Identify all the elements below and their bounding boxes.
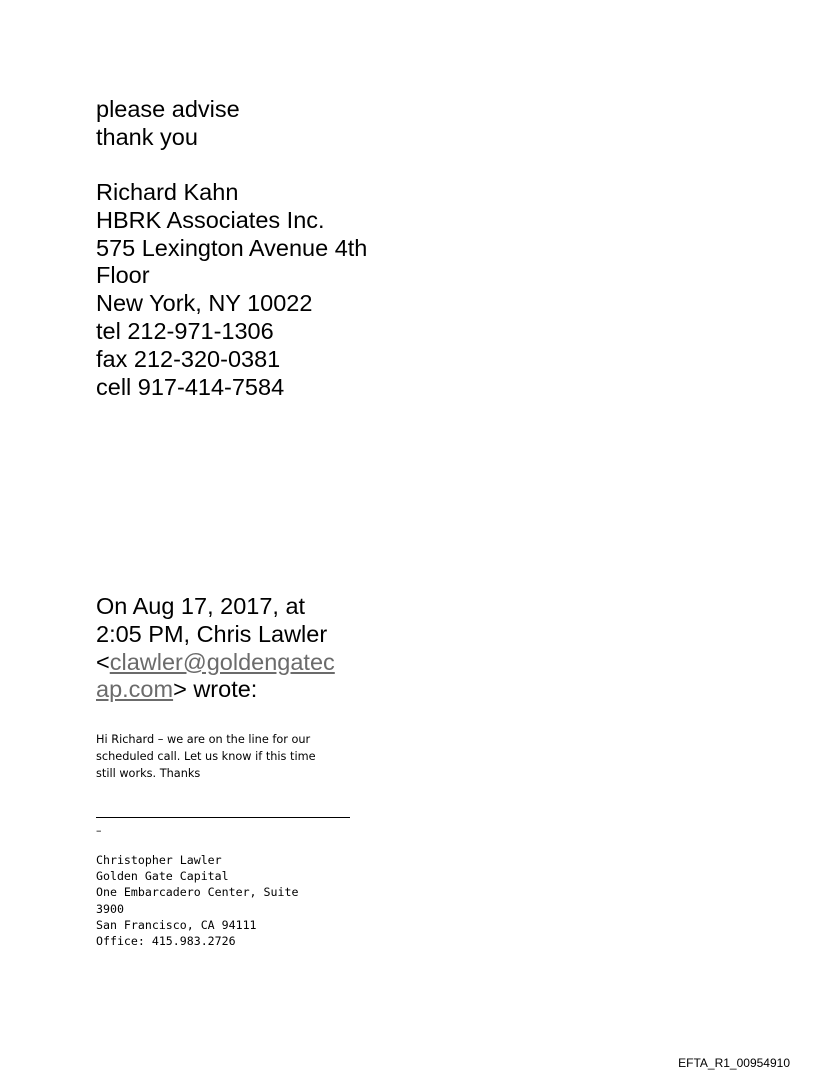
quoted-signature-office: Office: 415.983.2726 bbox=[96, 934, 236, 949]
quote-header bbox=[96, 593, 335, 704]
signature-address-line1: 575 Lexington Avenue 4th bbox=[96, 234, 368, 261]
intro-line-advise: please advise bbox=[96, 96, 240, 122]
signature-cell: cell 917-414-7584 bbox=[96, 373, 285, 400]
signature-company: HBRK Associates Inc. bbox=[96, 206, 325, 233]
sender-signature bbox=[96, 179, 367, 401]
quote-header-date: On Aug 17, 2017, at bbox=[96, 593, 306, 619]
document-id: EFTA_R1_00954910 bbox=[678, 1056, 790, 1070]
signature-name: Richard Kahn bbox=[96, 179, 239, 205]
quoted-signature-name: Christopher Lawler bbox=[96, 853, 222, 867]
signature-tel: tel 212-971-1306 bbox=[96, 317, 274, 344]
quoted-body-line1: Hi Richard – we are on the line for our bbox=[96, 733, 311, 746]
separator-dash: – bbox=[96, 824, 102, 837]
quoted-signature bbox=[96, 852, 298, 949]
quoted-signature-city-state-zip: San Francisco, CA 94111 bbox=[96, 917, 257, 932]
quoted-message-body bbox=[96, 731, 316, 782]
email-open-bracket: < bbox=[96, 648, 110, 675]
quoted-signature-address-line2: 3900 bbox=[96, 901, 124, 916]
quoted-signature-address-line1: One Embarcadero Center, Suite bbox=[96, 885, 299, 900]
intro-text bbox=[96, 96, 240, 152]
quoted-body-line3: still works. Thanks bbox=[96, 767, 201, 780]
quoted-signature-company: Golden Gate Capital bbox=[96, 869, 229, 884]
email-link-part1[interactable]: clawler@goldengatec bbox=[109, 648, 335, 675]
signature-fax: fax 212-320-0381 bbox=[96, 345, 281, 372]
signature-city-state-zip: New York, NY 10022 bbox=[96, 290, 313, 317]
quoted-body-line2: scheduled call. Let us know if this time bbox=[96, 750, 316, 763]
email-close-wrote: > wrote: bbox=[173, 676, 258, 703]
signature-divider bbox=[96, 817, 350, 818]
quote-header-email-line2 bbox=[96, 676, 335, 704]
quote-header-time-author: 2:05 PM, Chris Lawler bbox=[96, 620, 328, 647]
email-link-part2[interactable]: ap.com bbox=[96, 676, 174, 703]
signature-address-line2: Floor bbox=[96, 262, 150, 289]
quote-header-email-line1 bbox=[96, 649, 335, 677]
intro-line-thanks: thank you bbox=[96, 123, 198, 150]
